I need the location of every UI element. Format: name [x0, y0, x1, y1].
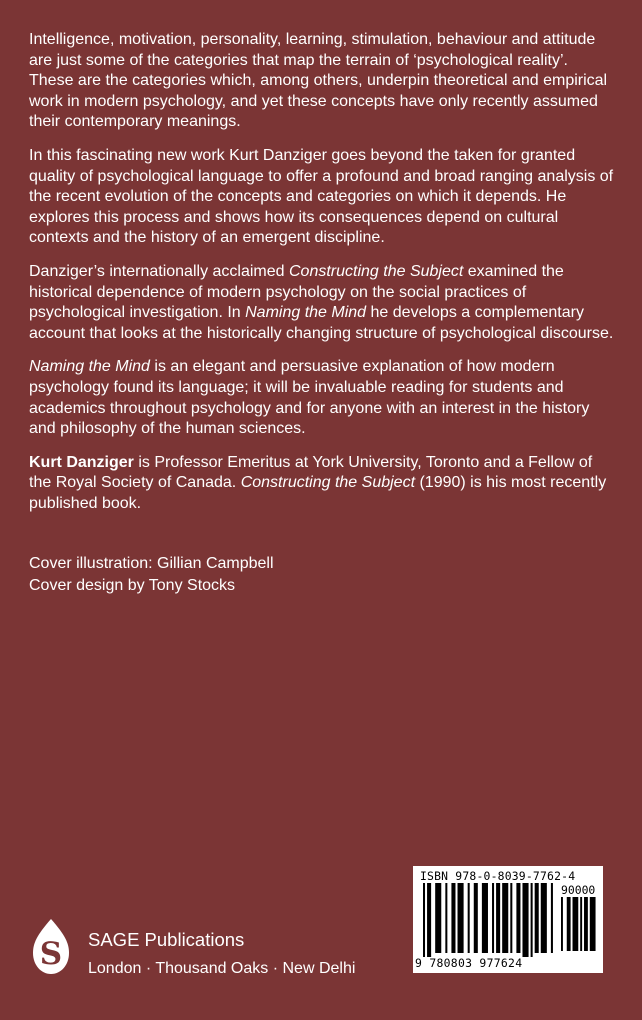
p3-text-c: examined the historical dependence of modern psychology on the social practices of psychological investigation. In — [29, 262, 564, 322]
bio-text-b: is Professor Emeritus at York University, Toronto and a Fellow of the Royal Society of Canada. — [29, 453, 593, 492]
isbn-number: ISBN 978-0-8039-7762-4 — [420, 869, 576, 883]
back-cover-blurb — [29, 30, 615, 527]
publisher-cities: London · Thousand Oaks · New Delhi — [88, 960, 356, 977]
ean-digits: 9 780803 977624 — [415, 956, 523, 970]
author-name: Kurt Danziger — [29, 453, 134, 471]
sage-logo-icon — [29, 917, 73, 977]
blurb-paragraph-4 — [29, 357, 615, 439]
bio-text-d: (1990) is his most recently published book. — [29, 474, 607, 512]
publisher-name: SAGE Publications — [88, 929, 245, 950]
book-title-naming-the-mind: Naming the Mind — [245, 304, 367, 322]
blurb-paragraph-2: In this fascinating new work Kurt Danziger goes beyond the taken for granted quality of psychological language to offer a profound and broad ranging analysis of the recent evolution of the concepts and categories on which it depends. He explores this process and shows how its consequences depend on cultural contexts and the history of an emergent discipline. — [29, 146, 614, 247]
book-title-constructing-the-subject: Constructing the Subject — [240, 474, 416, 492]
blurb-paragraph-1: Intelligence, motivation, personality, learning, stimulation, behaviour and attitude are just some of the categories that map the terrain of ‘psychological reality’. These are the categories which, among others, underpin theoretical and empirical work in modern psychology, and yet these concepts have only recently assumed their contemporary meanings. — [29, 31, 608, 131]
p3-text-a: Danziger’s internationally acclaimed — [29, 262, 289, 280]
ean-bars — [423, 883, 557, 957]
blurb-paragraph-3 — [29, 262, 615, 344]
cover-credits — [29, 553, 274, 596]
book-title-naming-the-mind: Naming the Mind — [29, 358, 150, 376]
book-title-constructing-the-subject: Constructing the Subject — [288, 262, 464, 280]
illustration-credit: Cover illustration: Gillian Campbell — [29, 555, 274, 572]
p4-text-b: is an elegant and persuasive explanation of how modern psychology found its language; it will be invaluable reading for students and academics throughout psychology and for anyone with an interest in the history and philosophy of the human sciences. — [29, 358, 590, 438]
author-bio — [29, 453, 615, 515]
p3-text-e: he develops a complementary account that looks at the historically changing structure of psychological discourse. — [29, 304, 614, 342]
design-credit: Cover design by Tony Stocks — [29, 576, 236, 594]
price-addon-code: 90000 — [561, 883, 596, 897]
svg-text:S: S — [39, 936, 63, 972]
addon-bars — [561, 897, 599, 955]
isbn-barcode — [413, 866, 603, 973]
